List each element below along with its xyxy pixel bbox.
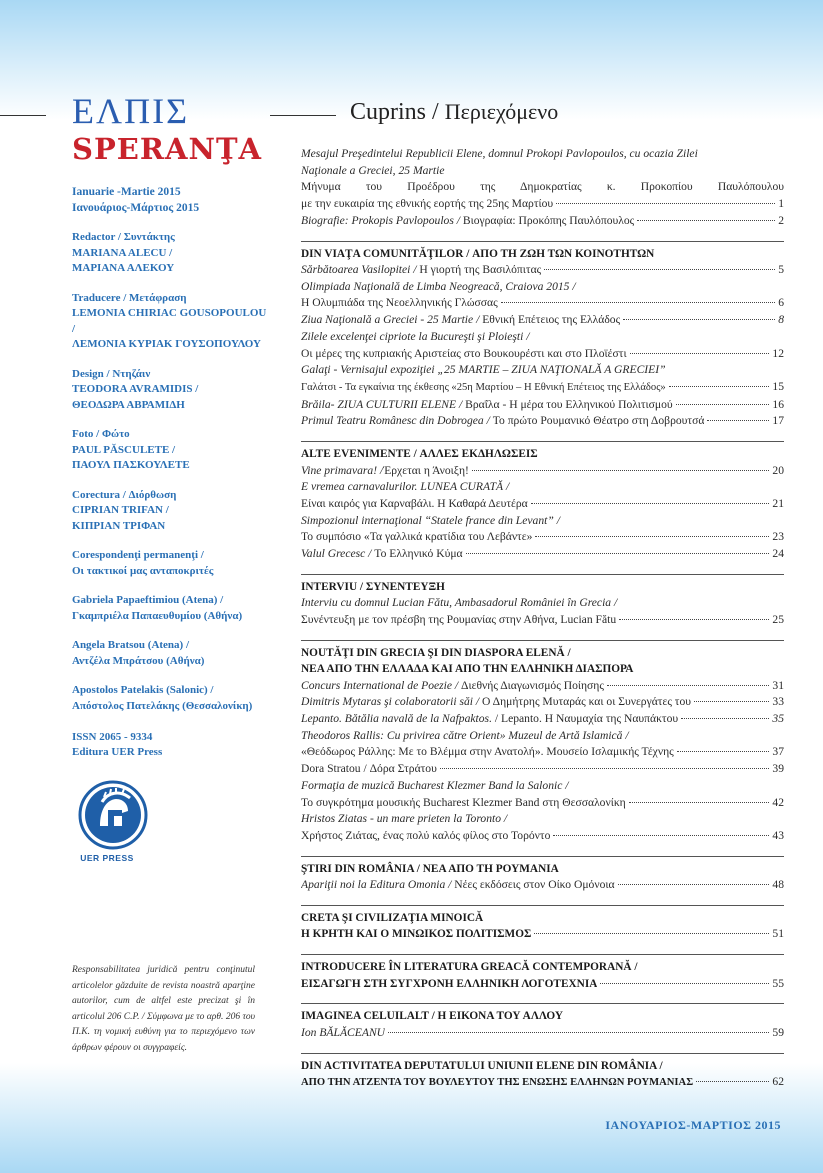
section-title: DIN VIAŢA COMUNITĂŢILOR / ΑΠΟ ΤΗ ΖΩΗ ΤΩΝ ΚΟΙΝΟΤΗΤΩΝ — [301, 247, 655, 260]
toc-entry: Formaţia de muzică Bucharest Klezmer Band la Salonic / — [301, 778, 569, 792]
toc-entry: Mesajul Preşedintelui Republicii Elene, domnul Prokopi Pavlopoulos, cu ocazia Zilei — [301, 147, 698, 160]
toc-entry: Lepanto. Bătălia navală de la Nafpaktos. / Lepanto. Η Ναυμαχία της Ναυπάκτου 35 — [301, 711, 784, 728]
issn-block — [72, 730, 272, 760]
page-number: 51 — [772, 927, 784, 941]
page-number: 37 — [772, 745, 784, 759]
toc-entry: Το συμπόσιο «Τα γαλλικά κρατίδια του Λεβάντε» 23 — [301, 529, 784, 546]
credit-name: TEODORA AVRAMIDIS / — [72, 383, 199, 395]
credit-name: MARIANA ALECU / — [72, 246, 173, 259]
credit-role: Apostolos Patelakis (Salonic) / — [72, 684, 214, 696]
section-title: INTERVIU / ΣΥΝΕΝΤΕΥΞΗ — [301, 580, 445, 593]
toc-entry: Simpozionul internaţional “Statele france din Levant” / — [301, 513, 560, 527]
page-number: 25 — [772, 612, 784, 626]
toc-section-image-other — [301, 1003, 784, 1041]
toc-entry: Biografie: Prokopis Pavlopoulos / Βιογραφία: Προκόπης Παυλόπουλος 2 — [301, 213, 784, 230]
page-number: 62 — [772, 1075, 784, 1089]
credit-name: ΜΑΡΙΑΝΑ ΑΛΕΚΟΥ — [72, 262, 175, 274]
page-number: 31 — [772, 678, 784, 692]
toc-entry: Το συγκρότημα μουσικής Bucharest Klezmer Band στη Θεσσαλονίκη 42 — [301, 795, 784, 812]
toc-entry: Interviu cu domnul Lucian Fătu, Ambasadorul României în Grecia / — [301, 596, 618, 610]
section-title: DIN ACTIVITATEA DEPUTATULUI UNIUNII ELENE DIN ROMÂNIA / — [301, 1059, 663, 1072]
toc-entry: Η Ολυμπιάδα της Νεοελληνικής Γλώσσας 6 — [301, 295, 784, 312]
toc-entry: ΕΙΣΑΓΩΓΗ ΣΤΗ ΣΥΓΧΡΟΝΗ ΕΛΛΗΝΙΚΗ ΛΟΓΟΤΕΧΝΙΑ 55 — [301, 976, 784, 993]
credit-block — [72, 427, 272, 474]
publisher: Editura UER Press — [72, 746, 163, 758]
toc-entry: Valul Grecesc / Το Ελληνικό Κύμα 24 — [301, 546, 784, 563]
page-number: 55 — [772, 976, 784, 990]
credit-block — [72, 230, 272, 277]
credit-name: CIPRIAN TRIFAN / — [72, 504, 169, 516]
page-number: 21 — [772, 496, 784, 510]
page-number: 42 — [772, 795, 784, 809]
page-number: 33 — [772, 695, 784, 709]
toc-entry: ΑΠΟ ΤΗΝ ΑΤΖΕΝΤΑ ΤΟΥ ΒΟΥΛΕΥΤΟΥ ΤΗΣ ΕΝΩΣΗΣ ΕΛΛΗΝΩΝ ΡΟΥΜΑΝΙΑΣ 62 — [301, 1074, 784, 1092]
toc-entry: Sărbătoarea Vasilopitei / Η γιορτή της Βασιλόπιτας 5 — [301, 262, 784, 279]
toc-entry: με την ευκαιρία της εθνικής εορτής της 25ης Μαρτίου 1 — [301, 196, 784, 213]
toc-intro — [301, 146, 784, 230]
toc-entry: Hristos Ziatas - un mare prieten la Toronto / — [301, 812, 508, 826]
toc-entry: Theodoros Rallis: Cu privirea către Orient» Muzeul de Artă Islamică / — [301, 728, 629, 742]
credits-list — [72, 230, 272, 714]
toc-section-romania — [301, 856, 784, 894]
issue-period — [72, 184, 272, 216]
section-title: ALTE EVENIMENTE / ΑΛΛΕΣ ΕΚΔΗΛΩΣΕΙΣ — [301, 448, 538, 461]
period-romanian: Ianuarie -Martie 2015 — [72, 186, 181, 198]
page-number: 12 — [772, 346, 784, 360]
toc-title-ro: Cuprins / — [350, 99, 439, 125]
credit-name: Απόστολος Πατελάκης (Θεσσαλονίκη) — [72, 699, 253, 712]
toc-entry: Naţionale a Greciei, 25 Martie — [301, 163, 445, 177]
credit-block — [72, 488, 272, 535]
toc-entry: Primul Teatru Românesc din Dobrogea / Το πρώτο Ρουμανικό Θέατρο στη Δοβρουτσά 17 — [301, 413, 784, 430]
credit-name: Οι τακτικοί μας ανταποκριτές — [72, 564, 214, 577]
masthead-greek: ΕΛΠΙΣ — [72, 91, 190, 131]
credit-name: ΘΕΟΔΩΡΑ ΑΒΡΑΜΙΔΗ — [72, 398, 185, 411]
credit-role: Gabriela Papaeftimiou (Atena) / — [72, 594, 224, 606]
toc-entry: Ion BĂLĂCEANU 59 — [301, 1025, 784, 1042]
period-greek: Ιανουάριος-Μάρτιος 2015 — [72, 202, 200, 214]
legal-disclaimer: Responsabilitatea juridică pentru conţinutul articolelor găzduite de revista noastră aparţine autorilor, cum de altfel este precizat şi în articolul 206 C.P. / Σύμφωνα με το αρθ. 206 του Π.Κ. τη νομική ευθύνη για το περιεχόμενο των άρθρων φέρουν οι συγγραφείς. — [72, 965, 255, 1053]
credit-block — [72, 593, 272, 624]
toc-entry: Συνέντευξη με τον πρέσβη της Ρουμανίας στην Αθήνα, Lucian Fătu 25 — [301, 612, 784, 629]
page-number: 5 — [778, 263, 784, 277]
credit-block — [72, 291, 272, 353]
section-title: INTRODUCERE ÎN LITERATURA GREACĂ CONTEMPORANĂ / — [301, 961, 638, 974]
toc-entry: Brăila- ZIUA CULTURII ELENE / Βραΐλα - Η μέρα του Ελληνικού Πολιτισμού 16 — [301, 397, 784, 414]
toc-entry: Concurs International de Poezie / Διεθνής Διαγωνισμός Ποίησης 31 — [301, 678, 784, 695]
credit-block — [72, 638, 272, 669]
page-number: 2 — [778, 213, 784, 227]
credit-role: Redactor / Συντάκτης — [72, 231, 175, 243]
credit-name: LEMONIA CHIRIAC GOUSOPOULOU / — [72, 307, 267, 335]
toc-entry: Vine primavara! /Έρχεται η Άνοιξη! 20 — [301, 463, 784, 480]
uer-logo-text: UER PRESS — [80, 853, 134, 863]
toc-entry: Οι μέρες της κυπριακής Αριστείας στο Βουκουρέστι και στο Πλοϊέστι 12 — [301, 346, 784, 363]
credit-name: PAUL PĂSCULETE / — [72, 443, 176, 456]
page-number: 20 — [772, 463, 784, 477]
page-number: 23 — [772, 530, 784, 544]
page-number: 1 — [778, 197, 784, 211]
toc-entry: Dora Stratou / Δόρα Στράτου 39 — [301, 761, 784, 778]
toc-entry: E vremea carnavalurilor. LUNEA CURATĂ / — [301, 480, 510, 494]
toc-entry: Apariţii noi la Editura Omonia / Νέες εκδόσεις στον Οίκο Ομόνοια 48 — [301, 877, 784, 894]
helmet-emblem-icon — [78, 780, 148, 850]
toc-title — [350, 92, 784, 132]
section-title: IMAGINEA CELUILALT / Η ΕΙΚΟΝΑ ΤΟΥ ΑΛΛΟΥ — [301, 1010, 564, 1023]
sidebar — [72, 92, 272, 863]
toc-entry: Olimpiada Naţională de Limba Neogreacă, Craiova 2015 / — [301, 279, 576, 293]
section-title: CRETA ŞI CIVILIZAŢIA MINOICĂ — [301, 911, 484, 924]
page-number: 48 — [772, 878, 784, 892]
page-number: 6 — [778, 296, 784, 310]
credit-role: Corectura / Διόρθωση — [72, 488, 177, 501]
uer-press-logo — [72, 760, 272, 863]
table-of-contents — [301, 92, 784, 1092]
toc-title-gr: Περιεχόμενο — [444, 99, 559, 124]
credit-block — [72, 683, 272, 714]
credit-name: Γκαμπριέλα Παπαευθυμίου (Αθήνα) — [72, 609, 243, 622]
toc-entry: Η ΚΡΗΤΗ ΚΑΙ Ο ΜΙΝΩΙΚΟΣ ΠΟΛΙΤΙΣΜΟΣ 51 — [301, 926, 784, 943]
credit-name: ΛΕΜΟΝΙΑ ΚΥΡΙΑΚ ΓΟΥΣΟΠΟΥΛΟΥ — [72, 338, 261, 350]
toc-entry: Ziua Naţională a Greciei - 25 Martie / Εθνική Επέτειος της Ελλάδος 8 — [301, 312, 784, 329]
section-title: ΝΕΑ ΑΠΟ ΤΗΝ ΕΛΛΑΔΑ ΚΑΙ ΑΠΟ ΤΗΝ ΕΛΛΗΝΙΚΗ ΔΙΑΣΠΟΡΑ — [301, 663, 634, 676]
issn: ISSN 2065 - 9334 — [72, 731, 153, 743]
page-number: 59 — [772, 1025, 784, 1039]
section-title: ŞTIRI DIN ROMÂNIA / ΝΕΑ ΑΠΟ ΤΗ ΡΟΥΜΑΝΙΑ — [301, 862, 559, 875]
page-number: 8 — [778, 313, 784, 327]
credit-block — [72, 367, 272, 414]
toc-entry: Dimitris Mytaras şi colaboratorii săi / Ο Δημήτρης Μυταράς και οι Συνεργάτες του 33 — [301, 694, 784, 711]
toc-section-crete — [301, 905, 784, 943]
toc-entry: Χρήστος Ζιάτας, ένας πολύ καλός φίλος στο Τορόντο 43 — [301, 828, 784, 845]
page-number: 17 — [772, 414, 784, 428]
credit-role: Traducere / Μετάφραση — [72, 291, 187, 304]
credit-role: Design / Ντηζάιν — [72, 367, 151, 380]
credit-role: Foto / Φώτο — [72, 428, 130, 440]
toc-section-community — [301, 241, 784, 431]
toc-entry: Είναι καιρός για Καρναβάλι. Η Καθαρά Δευτέρα 21 — [301, 496, 784, 513]
toc-entry: Zilele excelenţei cipriote la Bucureşti şi Ploieşti / — [301, 329, 530, 343]
credit-name: ΚΙΠΡΙΑΝ ΤΡΙΦΑΝ — [72, 519, 166, 532]
toc-section-news-greece — [301, 640, 784, 845]
toc-entry: «Θεόδωρος Ράλλης: Με το Βλέμμα στην Ανατολή». Μουσείο Ισλαμικής Τέχνης 37 — [301, 744, 784, 761]
masthead-romanian: SPERANŢA — [72, 132, 263, 166]
left-rule — [0, 115, 46, 116]
toc-section-literature — [301, 954, 784, 992]
page-number: 39 — [772, 762, 784, 776]
toc-entry: Μήνυμα του Προέδρου της Δημοκρατίας κ. Προκοπίου Παυλόπουλου — [301, 180, 784, 194]
credit-role: Angela Bratsou (Atena) / — [72, 639, 190, 651]
credit-name: Αντζέλα Μπράτσου (Αθήνα) — [72, 654, 205, 667]
page-number: 24 — [772, 547, 784, 561]
page-footer: ΙΑΝΟΥΑΡΙΟΣ-ΜΑΡΤΙΟΣ 2015 — [605, 1118, 781, 1132]
credit-block — [72, 548, 272, 579]
page-number: 35 — [772, 712, 784, 726]
section-title: NOUTĂŢI DIN GRECIA ŞI DIN DIASPORA ELENĂ / — [301, 646, 571, 659]
page-number: 43 — [772, 829, 784, 842]
toc-entry: Γαλάτσι - Τα εγκαίνια της έκθεσης «25η Μαρτίου – Η Εθνική Επέτειος της Ελλάδος» 15 — [301, 379, 784, 397]
page-number: 15 — [772, 379, 784, 393]
toc-entry: Galaţi - Vernisajul expoziţiei „25 MARTIE – ZIUA NAŢIONALĂ A GRECIEI” — [301, 363, 666, 377]
credit-role: Corespondenţi permanenţi / — [72, 549, 204, 561]
credit-name: ΠΑΟΥΛ ΠΑΣΚΟΥΛΕΤΕ — [72, 459, 190, 471]
toc-section-interview — [301, 574, 784, 629]
page-number: 16 — [772, 397, 784, 411]
toc-section-deputy — [301, 1053, 784, 1092]
toc-section-events — [301, 441, 784, 563]
